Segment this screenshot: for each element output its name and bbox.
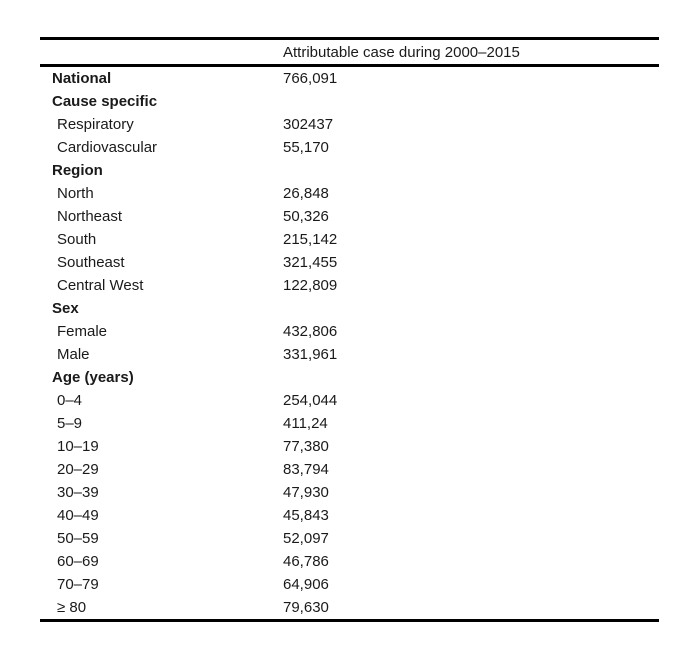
- table-row: [40, 366, 659, 389]
- row-value: 46,786: [283, 553, 329, 570]
- table-row: [40, 251, 659, 274]
- row-label: 30–39: [57, 484, 99, 501]
- row-label: Age (years): [52, 369, 134, 386]
- table-row: [40, 182, 659, 205]
- row-label: Region: [52, 162, 103, 179]
- row-value: 122,809: [283, 277, 338, 294]
- row-label: South: [57, 231, 97, 248]
- row-value: 766,091: [283, 70, 338, 87]
- table-row: [40, 113, 659, 136]
- table-row: [40, 458, 659, 481]
- table-row: [40, 412, 659, 435]
- row-label: Female: [57, 323, 108, 340]
- row-label: 5–9: [57, 415, 83, 432]
- row-label: Northeast: [57, 208, 123, 225]
- row-value: 254,044: [283, 392, 338, 409]
- row-label: Southeast: [57, 254, 125, 271]
- row-value: 52,097: [283, 530, 329, 547]
- row-label: 0–4: [57, 392, 83, 409]
- row-value: 77,380: [283, 438, 329, 455]
- table-row: [40, 527, 659, 550]
- row-label: Male: [57, 346, 90, 363]
- row-label: 70–79: [57, 576, 99, 593]
- table-header-row: [40, 40, 659, 67]
- row-value: 26,848: [283, 185, 329, 202]
- row-value: 50,326: [283, 208, 329, 225]
- table-row: [40, 228, 659, 251]
- table-row: [40, 136, 659, 159]
- table-row: [40, 481, 659, 504]
- row-label: 40–49: [57, 507, 99, 524]
- row-label: 10–19: [57, 438, 99, 455]
- row-label: Central West: [57, 277, 144, 294]
- table-row: [40, 297, 659, 320]
- row-value: 411,24: [283, 415, 328, 432]
- table-row: [40, 435, 659, 458]
- attributable-cases-table: [40, 37, 659, 622]
- row-value: 83,794: [283, 461, 329, 478]
- table-row: [40, 320, 659, 343]
- table-body: [40, 67, 659, 619]
- table-row: [40, 504, 659, 527]
- row-value: 55,170: [283, 139, 329, 156]
- row-label: ≥ 80: [57, 599, 87, 616]
- row-label: National: [52, 70, 112, 87]
- table-row: [40, 573, 659, 596]
- row-label: North: [57, 185, 94, 202]
- row-label: 20–29: [57, 461, 99, 478]
- table-row: [40, 159, 659, 182]
- row-label: Cause specific: [52, 93, 158, 110]
- row-value: 215,142: [283, 231, 338, 248]
- table-row: [40, 90, 659, 113]
- table-row: [40, 67, 659, 90]
- row-value: 64,906: [283, 576, 329, 593]
- table-row: [40, 343, 659, 366]
- row-value: 432,806: [283, 323, 338, 340]
- row-label: Sex: [52, 300, 79, 317]
- row-value: 331,961: [283, 346, 338, 363]
- row-label: 60–69: [57, 553, 99, 570]
- row-label: Respiratory: [57, 116, 134, 133]
- table-row: [40, 205, 659, 228]
- table-row: [40, 596, 659, 619]
- table-row: [40, 389, 659, 412]
- row-label: Cardiovascular: [57, 139, 158, 156]
- value-column-header: Attributable case during 2000–2015: [283, 43, 520, 61]
- row-value: 321,455: [283, 254, 338, 271]
- row-value: 79,630: [283, 599, 329, 616]
- table-row: [40, 274, 659, 297]
- row-value: 302437: [283, 116, 334, 133]
- table-row: [40, 550, 659, 573]
- row-value: 47,930: [283, 484, 329, 501]
- row-label: 50–59: [57, 530, 99, 547]
- row-value: 45,843: [283, 507, 329, 524]
